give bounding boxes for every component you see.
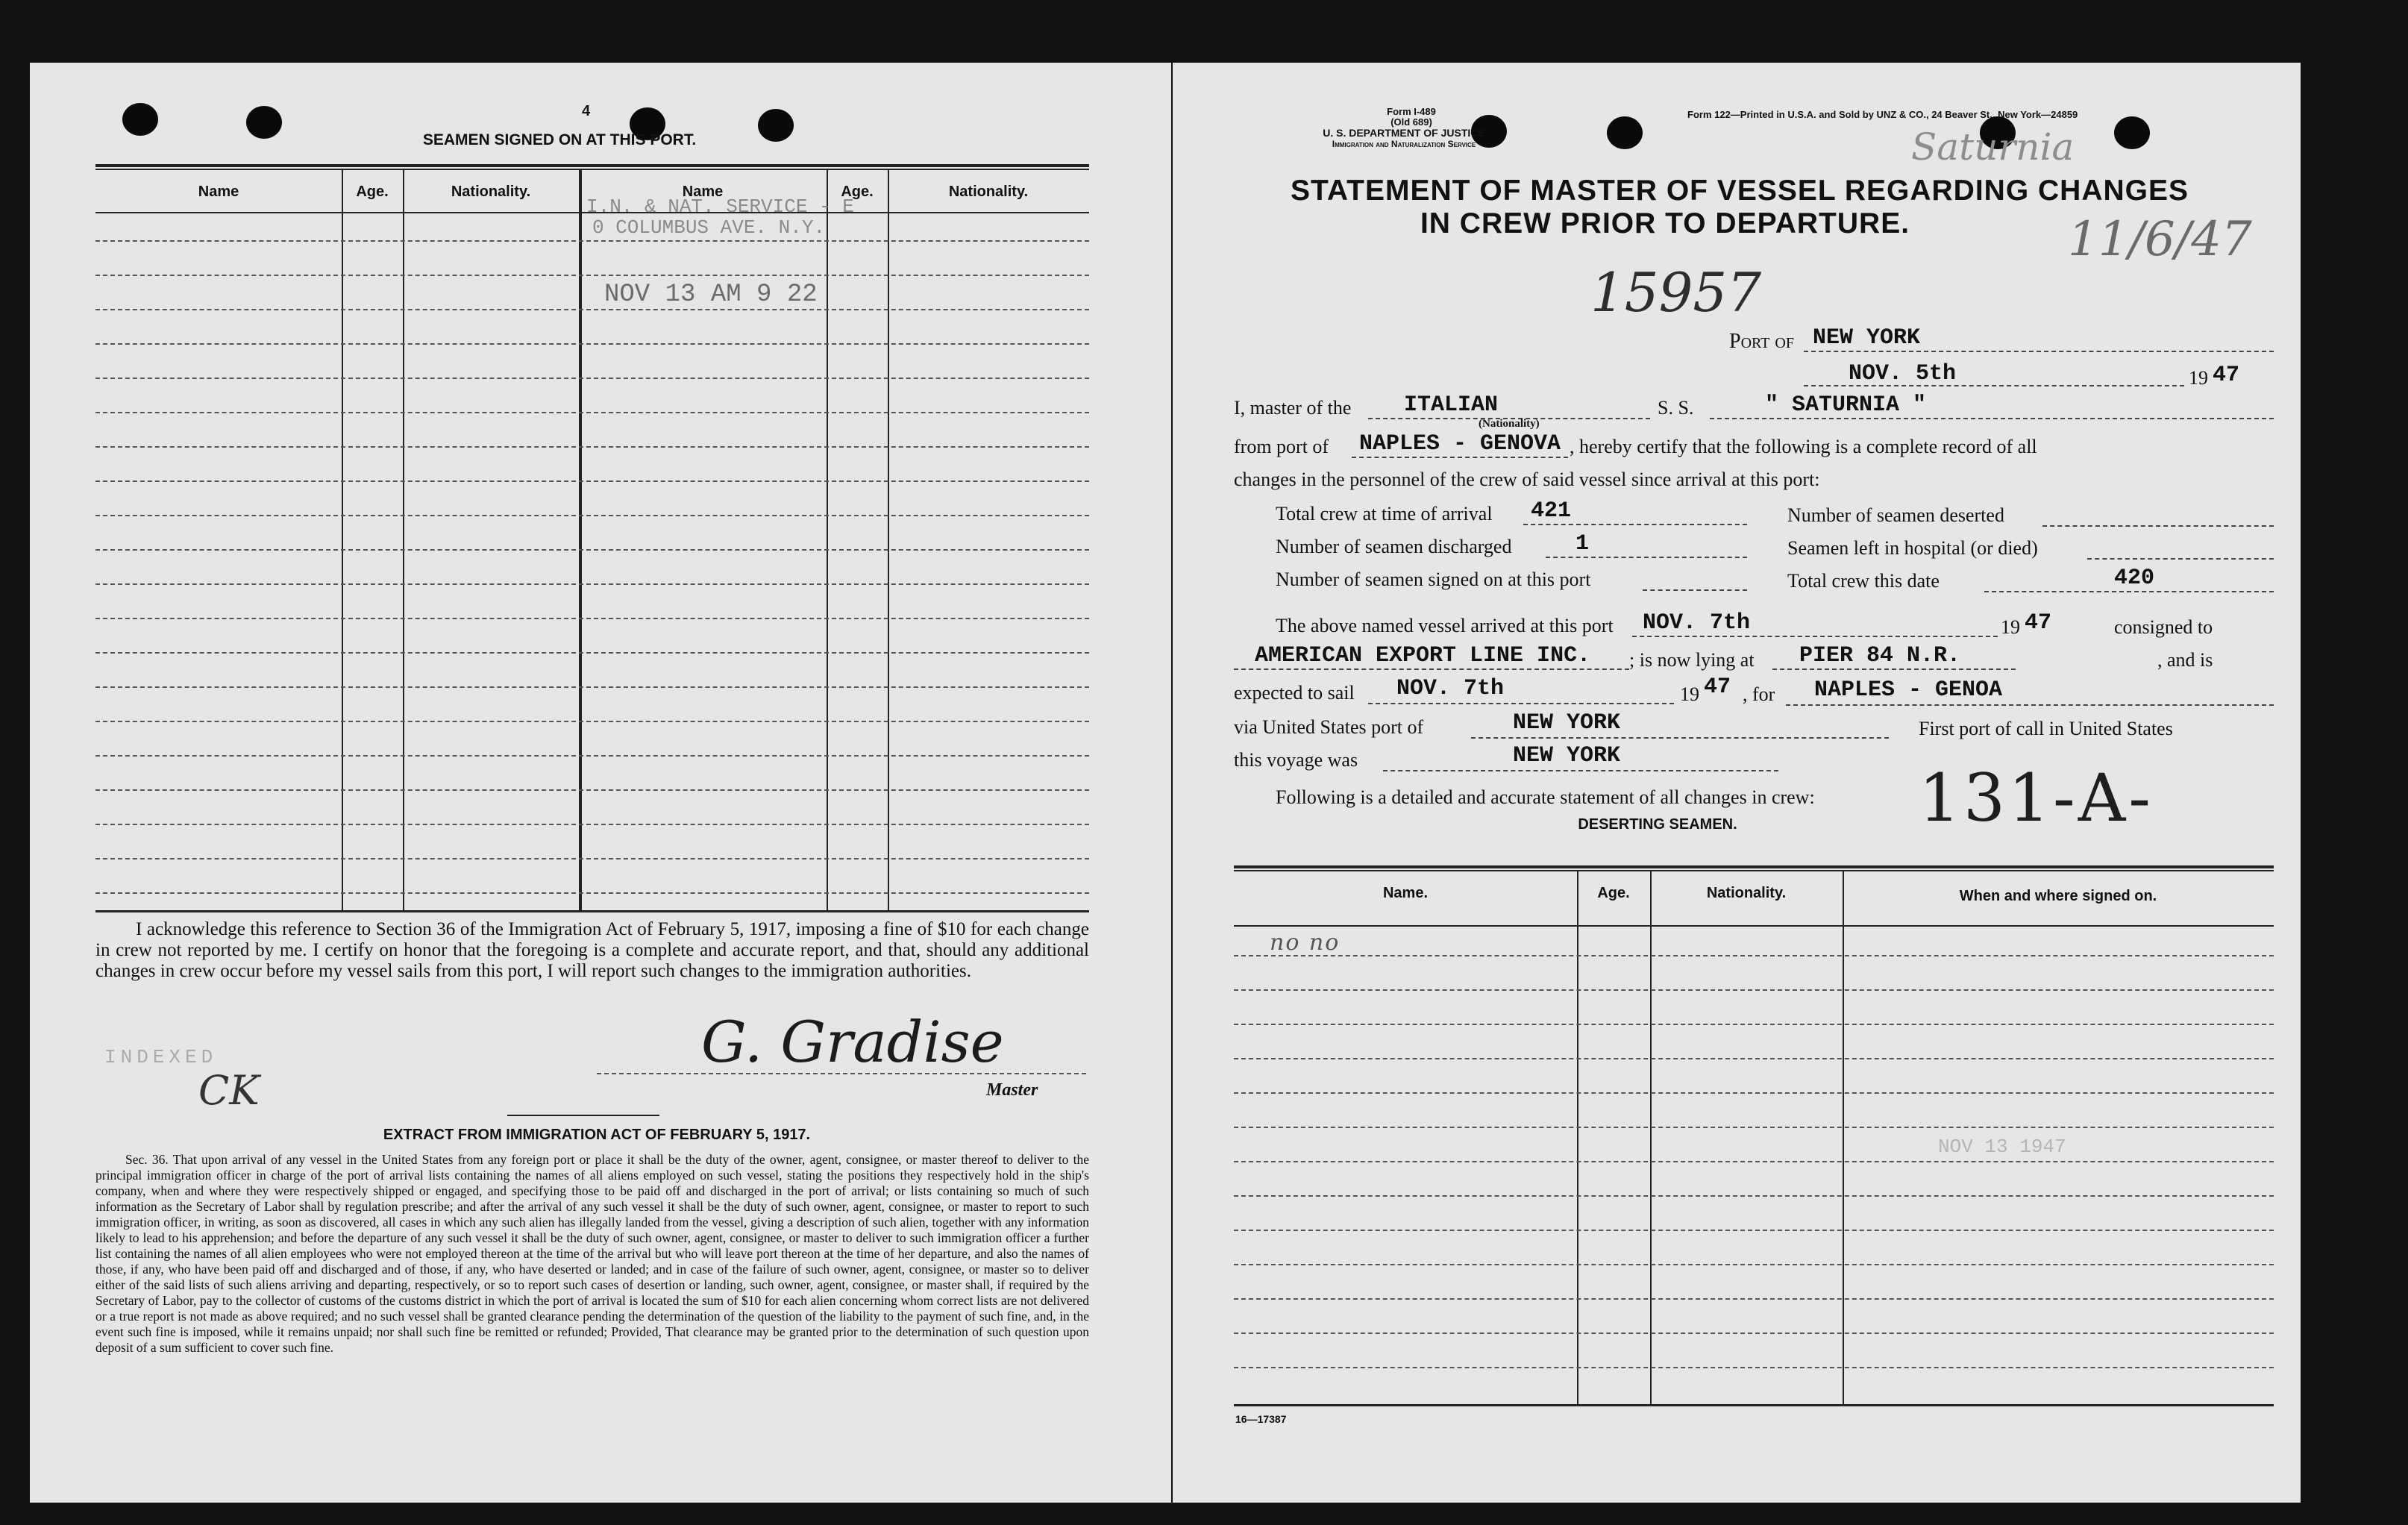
voyage-value: NEW YORK — [1513, 743, 1621, 768]
expected-underline — [1368, 703, 1674, 704]
table-row-rule — [95, 755, 1089, 757]
and-is-label: , and is — [2157, 649, 2213, 671]
from-port-value: NAPLES - GENOVA — [1359, 431, 1561, 457]
column-header-signed-on: When and where signed on. — [1959, 888, 2157, 904]
footer-code: 16—17387 — [1235, 1413, 1287, 1425]
punch-hole — [122, 103, 158, 136]
table-top-rule — [95, 164, 1089, 167]
lying-at-value: PIER 84 N.R. — [1799, 643, 1961, 668]
via-underline — [1471, 737, 1889, 739]
clearance-stamp-date: NOV 13 1947 — [1938, 1136, 2066, 1158]
handwritten-number: 15957 — [1590, 261, 1762, 324]
table-row-rule — [95, 892, 1089, 894]
ship-name: " SATURNIA " — [1765, 392, 1927, 418]
table-top-rule — [1234, 870, 2274, 871]
column-divider — [403, 169, 404, 910]
column-divider — [342, 169, 343, 910]
table-row-rule — [95, 789, 1089, 791]
department-name: U. S. DEPARTMENT OF JUSTICE — [1323, 127, 1485, 139]
total-crew-date-value: 420 — [2114, 566, 2155, 591]
nationality-caption: (Nationality) — [1479, 418, 1540, 430]
table-row-rule — [1234, 1161, 2274, 1162]
via-label: via United States port of — [1234, 716, 1424, 738]
table-row-rule — [95, 343, 1089, 345]
table-row-rule — [1234, 1230, 2274, 1231]
voyage-underline — [1383, 770, 1778, 771]
certify-text: , hereby certify that the following is a complete record of all — [1570, 436, 2037, 457]
table-row-rule — [95, 275, 1089, 276]
clerk-initials: CK — [198, 1067, 260, 1114]
printer-line: Form 122—Printed in U.S.A. and Sold by UNZ & CO., 24 Beaver St., New York—24859 — [1687, 109, 2078, 120]
expected-label: expected to sail — [1234, 682, 1355, 704]
expected-year: 47 — [1704, 674, 1731, 700]
table-row-rule — [95, 858, 1089, 859]
column-header-name: Name. — [1382, 885, 1429, 901]
via-value: NEW YORK — [1513, 710, 1621, 736]
total-crew-arrival-label: Total crew at time of arrival — [1276, 503, 1493, 524]
receipt-stamp-line: 0 COLUMBUS AVE. N.Y. — [592, 216, 826, 239]
arrived-year-prefix: 19 — [2001, 616, 2020, 638]
deserted-underline — [2042, 525, 2274, 527]
discharged-value: 1 — [1575, 531, 1590, 557]
from-port-label: from port of — [1234, 436, 1329, 457]
table-row-rule — [95, 618, 1089, 619]
total-crew-date-underline — [1984, 591, 2274, 592]
column-header-nationality: Nationality. — [948, 184, 1029, 200]
indexed-stamp: INDEXED — [104, 1046, 218, 1068]
expected-year-prefix: 19 — [1680, 683, 1699, 705]
table-row-rule — [95, 583, 1089, 585]
port-value: NEW YORK — [1813, 325, 1921, 351]
year-value: 47 — [2213, 363, 2240, 388]
arrived-label: The above named vessel arrived at this port — [1276, 615, 1614, 636]
table-row-rule — [95, 721, 1089, 722]
arrived-underline — [1632, 636, 1998, 637]
column-header-age: Age. — [1597, 885, 1630, 901]
receipt-stamp-line: I.N. & NAT. SERVICE - E — [586, 195, 854, 218]
receipt-stamp-date: NOV 13 AM 9 22 — [604, 281, 818, 309]
table-row-rule — [95, 515, 1089, 516]
from-port-underline — [1352, 457, 1568, 458]
punch-hole — [246, 106, 282, 139]
table-top-rule — [1234, 865, 2274, 868]
signed-on-underline — [1643, 589, 1747, 591]
handwritten-date: 11/6/47 — [2068, 212, 2252, 267]
column-divider — [888, 169, 889, 910]
hospital-label: Seamen left in hospital (or died) — [1787, 537, 2038, 559]
left-section-title: SEAMEN SIGNED ON AT THIS PORT. — [422, 131, 697, 148]
total-crew-date-label: Total crew this date — [1787, 570, 1940, 592]
service-name: Immigration and Naturalization Service — [1332, 139, 1476, 149]
for-value: NAPLES - GENOA — [1814, 677, 2003, 703]
table-row-rule — [95, 824, 1089, 825]
discharged-underline — [1546, 557, 1747, 558]
column-divider — [1650, 870, 1652, 1404]
total-crew-arrival-underline — [1523, 524, 1747, 525]
for-underline — [1786, 704, 2274, 706]
consignee-underline — [1234, 668, 1629, 670]
hospital-underline — [2087, 558, 2274, 560]
table-row-rule — [1234, 1058, 2274, 1059]
handwritten-ship-name: Saturnia — [1911, 125, 2075, 169]
nil-entry: no no — [1270, 930, 1341, 956]
table-row-rule — [95, 652, 1089, 654]
table-row-rule — [1234, 989, 2274, 991]
consigned-to-label: consigned to — [2114, 616, 2213, 638]
table-row-rule — [95, 480, 1089, 482]
changes-text: changes in the personnel of the crew of said vessel since arrival at this port: — [1234, 469, 1820, 490]
right-page — [1173, 63, 2301, 1503]
port-label: Port of — [1729, 330, 1794, 353]
handwritten-code: 131-A- — [1919, 760, 2154, 836]
master-caption: Master — [986, 1080, 1038, 1100]
left-page — [30, 63, 1171, 1503]
ss-label: S. S. — [1658, 397, 1694, 419]
signed-on-label: Number of seamen signed on at this port — [1276, 569, 1591, 590]
table-bottom-rule — [95, 910, 1089, 912]
extract-title: EXTRACT FROM IMMIGRATION ACT OF FEBRUARY 5, 1917. — [383, 1127, 811, 1143]
extract-text: Sec. 36. That upon arrival of any vessel in the United States from any foreign port or place it shall be the duty of the owner, agent, consignee, or master thereof to deliver to the principal immigration officer in charge of the port of arrival lists containing the names of all aliens employed on such vessel, stating the positions they respectively hold in the ship's company, when and where they were respectively shipped or engaged, and specifying those to be paid off and discharged in the port of arrival; or lists containing so much of such information as the Secretary of Labor shall by regulation prescribe; and after the arrival of any such vessel it shall be the duty of such owner, agent, consignee, or master to report to such immigration officer, in writing, as soon as discovered, all cases in which any such alien has illegally landed from the vessel, giving a description of such alien, together with any information likely to lead to his apprehension; and before the departure of any such vessel it shall be the duty of such owner, agent, consignee, or master to deliver to such immigration officer a further list containing the names of all alien employees who were not employed thereon at the time of the arrival but who will leave port thereon at the time of her departure, and also the names of those, if any, who have been paid off and discharged and of those, if any, who have deserted or landed; and in case of the failure of such owner, agent, consignee, or master so to deliver either of the said lists of such aliens arriving and departing, respectively, or so to report such cases of desertion or landing, such owner, agent, consignee, or master shall, if required by the Secretary of Labor, pay to the collector of customs of the customs district in which the port of arrival is located the sum of $10 for each alien concerning whom correct lists are not delivered or a true report is not made as above required; and no such vessel shall be granted clearance pending the determination of the question of the liability to the payment of such fine, and, in the event such fine is imposed, while it remains unpaid; nor shall such fine be remitted or refunded; Provided, That clearance may be granted prior to the determination of such question upon deposit of a sum sufficient to cover such fine. — [95, 1152, 1089, 1355]
punch-hole — [1607, 116, 1643, 149]
date-value: NOV. 5th — [1849, 361, 1957, 386]
column-divider — [579, 169, 582, 910]
lying-at-underline — [1772, 668, 2016, 670]
table-row-rule — [1234, 1024, 2274, 1025]
deserted-label: Number of seamen deserted — [1787, 504, 2004, 526]
form-title-line2: IN CREW PRIOR TO DEPARTURE. — [1420, 207, 1910, 239]
nationality-value: ITALIAN — [1404, 392, 1499, 418]
table-row-rule — [95, 412, 1089, 413]
column-divider — [1577, 870, 1578, 1404]
table-row-rule — [95, 309, 1089, 310]
table-row-rule — [1234, 1298, 2274, 1300]
table-row-rule — [95, 240, 1089, 242]
column-header-name: Name — [682, 184, 724, 200]
column-divider — [827, 169, 828, 910]
column-header-name: Name — [198, 184, 239, 200]
page-number: 4 — [582, 103, 591, 119]
acknowledgement-paragraph: I acknowledge this reference to Section 36 of the Immigration Act of February 5, 1917, imposing a fine of $10 for each change in crew not reported by me. I certify on honor that the foregoing is a complete and accurate report, and that, should any additional changes in crew occur before my vessel sails from this port, I will report such changes to the immigration authorities. — [95, 919, 1089, 981]
column-header-age: Age. — [841, 184, 874, 200]
table-row-rule — [1234, 1264, 2274, 1265]
year-prefix: 19 — [2189, 367, 2208, 389]
column-header-nationality: Nationality. — [1706, 885, 1787, 901]
table-row-rule — [95, 686, 1089, 688]
table-row-rule — [95, 549, 1089, 551]
lying-at-label: ; is now lying at — [1629, 649, 1755, 671]
table-row-rule — [95, 446, 1089, 448]
table-row-rule — [95, 378, 1089, 379]
ship-underline — [1710, 418, 2274, 419]
table-bottom-rule — [1234, 1404, 2274, 1406]
table-row-rule — [1234, 955, 2274, 956]
form-old-id: (Old 689) — [1390, 116, 1432, 128]
master-of-label: I, master of the — [1234, 397, 1352, 419]
form-id: Form I-489 — [1387, 106, 1436, 117]
column-divider — [1843, 870, 1844, 1404]
arrived-value: NOV. 7th — [1643, 610, 1751, 636]
first-port-label: First port of call in United States — [1919, 718, 2173, 739]
signature-line — [597, 1073, 1086, 1074]
consignee-value: AMERICAN EXPORT LINE INC. — [1255, 643, 1591, 668]
total-crew-arrival-value: 421 — [1531, 498, 1572, 524]
table-row-rule — [1234, 1127, 2274, 1128]
discharged-label: Number of seamen discharged — [1276, 536, 1512, 557]
column-header-age: Age. — [356, 184, 389, 200]
for-label: , for — [1743, 683, 1775, 705]
table-row-rule — [1234, 1092, 2274, 1094]
table-row-rule — [1234, 1195, 2274, 1197]
voyage-label: this voyage was — [1234, 749, 1358, 771]
punch-hole — [2114, 116, 2150, 149]
following-text: Following is a detailed and accurate statement of all changes in crew: — [1276, 786, 1815, 808]
arrived-year: 47 — [2025, 610, 2052, 636]
column-header-nationality: Nationality. — [451, 184, 531, 200]
table-top-rule — [95, 169, 1089, 170]
form-title-line1: STATEMENT OF MASTER OF VESSEL REGARDING CHANGES — [1290, 175, 2189, 207]
port-underline — [1804, 351, 2274, 352]
master-signature: G. Gradise — [701, 1009, 1004, 1075]
table-header-rule — [1234, 925, 2274, 927]
deserting-seamen-title: DESERTING SEAMEN. — [1578, 816, 1737, 833]
extract-rule — [507, 1115, 659, 1116]
table-row-rule — [1234, 1333, 2274, 1334]
expected-value: NOV. 7th — [1396, 676, 1505, 701]
table-row-rule — [1234, 1367, 2274, 1368]
